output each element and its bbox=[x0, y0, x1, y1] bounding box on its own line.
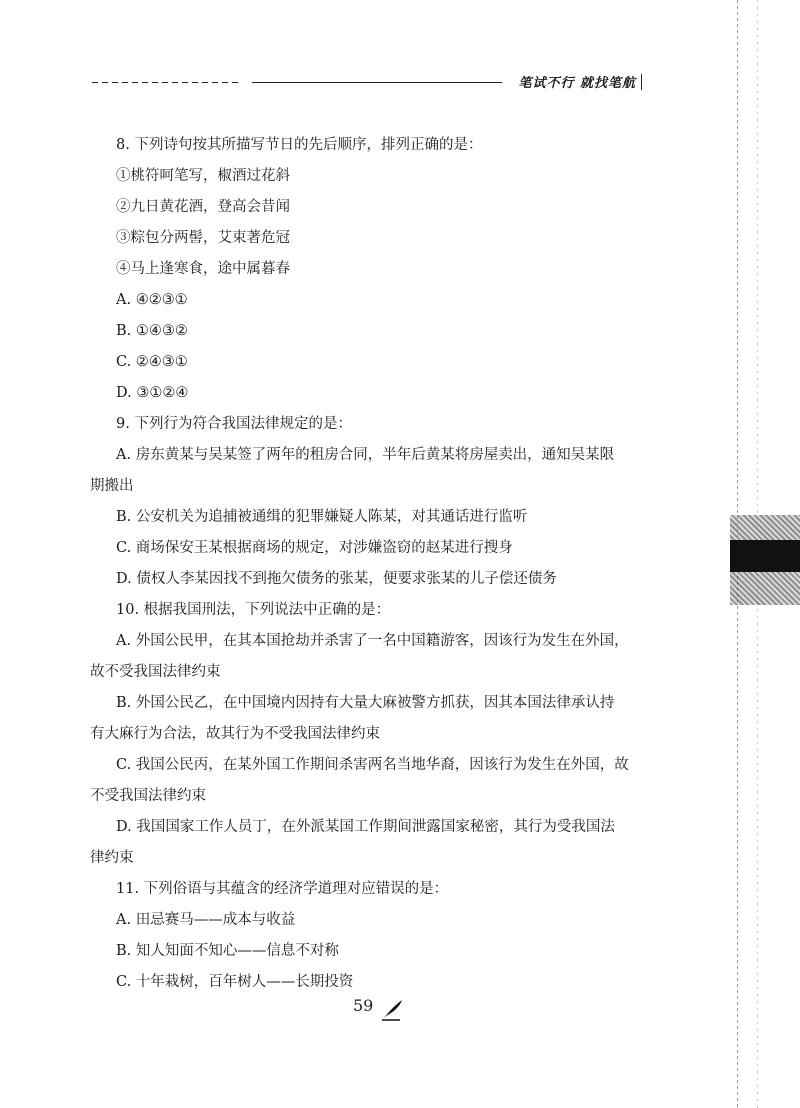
answer-option: D. 我国国家工作人员丁，在外派某国工作期间泄露国家秘密，其行为受我国法 bbox=[116, 819, 615, 835]
header-slogan: 笔试不行 就找笔航 bbox=[518, 76, 636, 91]
header-rule-dashed bbox=[92, 82, 242, 83]
answer-option: A. ④②③① bbox=[116, 292, 188, 308]
answer-option: B. 公安机关为追捕被通缉的犯罪嫌疑人陈某，对其通话进行监听 bbox=[116, 509, 528, 525]
scan-artifact-dark bbox=[730, 540, 800, 572]
answer-option: A. 田忌赛马——成本与收益 bbox=[116, 912, 296, 928]
answer-option: C. ②④③① bbox=[116, 354, 188, 370]
header-divider bbox=[641, 74, 642, 90]
answer-option: B. ①④③② bbox=[116, 323, 188, 339]
answer-option: B. 知人知面不知心——信息不对称 bbox=[116, 943, 339, 959]
page-number: 59 bbox=[353, 996, 374, 1015]
question-stem: 10. 根据我国刑法，下列说法中正确的是： bbox=[116, 602, 391, 618]
answer-option: A. 外国公民甲，在其本国抢劫并杀害了一名中国籍游客，因该行为发生在外国， bbox=[116, 633, 629, 649]
answer-option: C. 十年栽树，百年树人——长期投资 bbox=[116, 974, 354, 990]
poem-line: ④马上逢寒食，途中属暮春 bbox=[116, 261, 290, 277]
poem-line: ①桃符呵笔写，椒酒过花斜 bbox=[116, 168, 290, 184]
answer-option: C. 商场保安王某根据商场的规定，对涉嫌盗窃的赵某进行搜身 bbox=[116, 540, 513, 556]
answer-option: C. 我国公民丙，在某外国工作期间杀害两名当地华裔，因该行为发生在外国，故 bbox=[116, 757, 629, 773]
question-stem: 11. 下列俗语与其蕴含的经济学道理对应错误的是： bbox=[116, 881, 449, 897]
running-header bbox=[92, 70, 642, 94]
answer-option-continued: 有大麻行为合法，故其行为不受我国法律约束 bbox=[90, 726, 380, 742]
answer-option: B. 外国公民乙，在中国境内因持有大量大麻被警方抓获，因其本国法律承认持 bbox=[116, 695, 615, 711]
answer-option-continued: 律约束 bbox=[90, 850, 134, 866]
answer-option: D. ③①②④ bbox=[116, 385, 189, 401]
header-rule bbox=[252, 82, 502, 83]
answer-option-continued: 故不受我国法律约束 bbox=[90, 664, 221, 680]
answer-option: D. 债权人李某因找不到拖欠债务的张某，便要求张某的儿子偿还债务 bbox=[116, 571, 557, 587]
quill-pen-icon bbox=[380, 998, 404, 1022]
answer-option: A. 房东黄某与吴某签了两年的租房合同，半年后黄某将房屋卖出，通知吴某限 bbox=[116, 447, 615, 463]
answer-option-continued: 不受我国法律约束 bbox=[90, 788, 206, 804]
poem-line: ②九日黄花酒，登高会昔闻 bbox=[116, 199, 290, 215]
answer-option-continued: 期搬出 bbox=[90, 478, 134, 494]
question-stem: 9. 下列行为符合我国法律规定的是： bbox=[116, 416, 352, 432]
question-stem: 8. 下列诗句按其所描写节日的先后顺序，排列正确的是： bbox=[116, 137, 483, 153]
poem-line: ③粽包分两髻，艾束著危冠 bbox=[116, 230, 290, 246]
page-body bbox=[90, 130, 650, 998]
